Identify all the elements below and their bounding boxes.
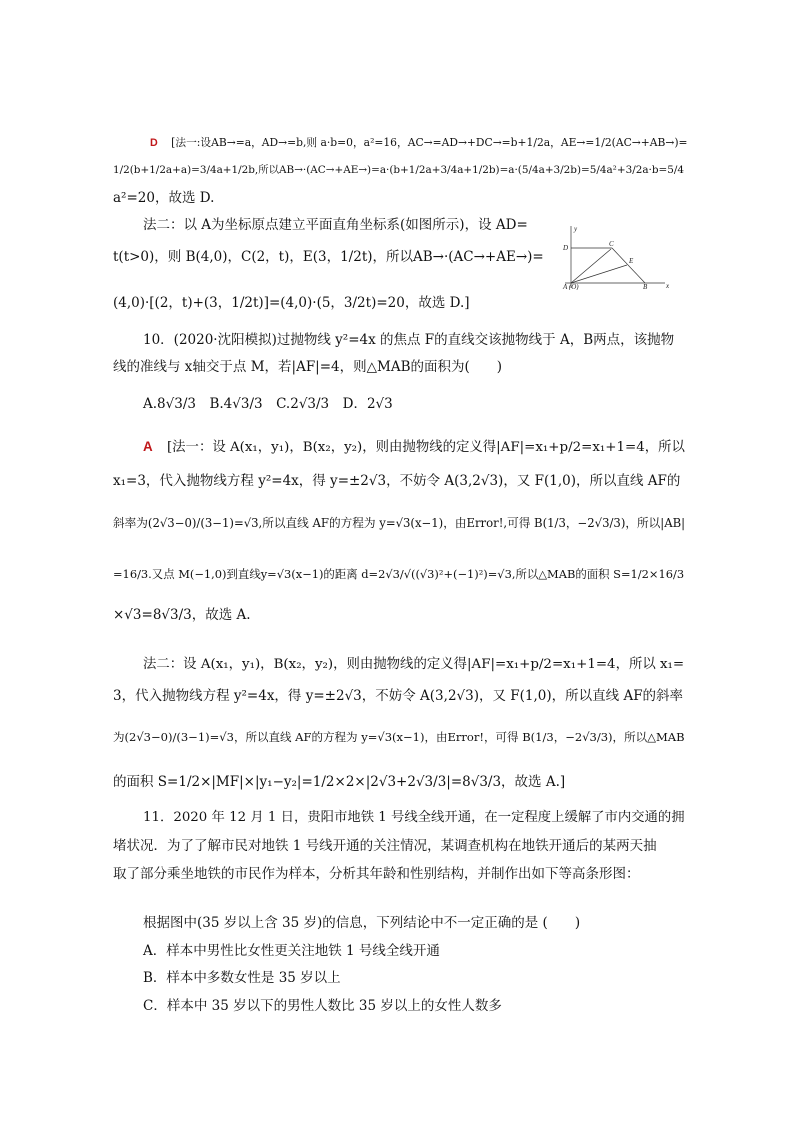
q10-sol1-line-4: =16/3.又点 M(−1,0)到直线y=√3(x−1)的距离 d=2√3/√((√3)²+(−1)²)=√3,所以△MAB的面积 S=1/2×16/3 [113,567,685,581]
q10-sol2-line-3: 为(2√3−0)/(3−1)=√3，所以直线 AF的方程为 y=√3(x−1)，由Error!，可得 B(1/3，−2√3/3)，所以△MAB [113,730,685,744]
segment-cb [612,248,645,283]
q10-sol2-line-1: 法二：设 A(x₁，y₁)，B(x₂，y₂)，则由抛物线的定义得|AF|=x₁+p/2=x₁+1=4，所以 x₁= [143,657,685,672]
q9-line-6: (4,0)·[(2，t)+(3，1/2t)]=(4,0)·(5，3/2t)=20，故选 D.] [113,295,470,311]
q11-question: 根据图中(35 岁以上含 35 岁)的信息，下列结论中不一定正确的是 ( ) [143,915,581,931]
q10-sol2-line-2: 3，代入抛物线方程 y²=4x，得 y=±2√3，不妨令 A(3,2√3)，又 F(1,0)，所以直线 AF的斜率 [113,688,684,704]
q9-line-5: t(t>0)，则 B(4,0)，C(2，t)，E(3，1/2t)，所以AB→·(AC→+AE→)= [113,249,544,265]
coordinate-diagram [553,222,673,290]
q11-stem-3: 取了部分乘坐地铁的市民作为样本，分析其年龄和性别结构，并制作出如下等高条形图： [113,866,640,882]
q11-option-c: C．样本中 35 岁以下的男性人数比 35 岁以上的女性人数多 [143,998,502,1014]
q11-option-b: B．样本中多数女性是 35 岁以上 [143,970,341,986]
q10-sol1-line-2: x₁=3，代入抛物线方程 y²=4x，得 y=±2√3，不妨令 A(3,2√3)，又 F(1,0)，所以直线 AF的 [113,473,681,489]
q10-sol1-line-5: ×√3=8√3/3，故选 A. [113,607,251,623]
label-d: D [563,244,569,252]
q9-line-3: a²=20，故选 D. [113,190,215,206]
q11-stem-2: 堵状况．为了了解市民对地铁 1 号线开通的关注情况，某调查机构在地铁开通后的某两天抽 [113,838,657,854]
label-b: B [643,283,648,290]
vector-ac [571,249,611,283]
label-y: y [574,225,578,233]
q9-line-2: 1/2(b+1/2a+a)=3/4a+1/2b,所以AB→·(AC→+AE→)=a·(b+1/2a+3/4a+1/2b)=a·(5/4a+3/2b)=5/4a²+3/2a·b=5/4 [113,164,684,176]
q10-sol1-line-1-text: [法一：设 A(x₁，y₁)，B(x₂，y₂)，则由抛物线的定义得|AF|=x₁+p/2=x₁+1=4，所以 [166,440,685,455]
q10-sol2-line-4: 的面积 S=1/2×|MF|×|y₁−y₂|=1/2×2×|2√3+2√3/3|=8√3/3，故选 A.] [113,774,566,790]
q10-sol1-line-1 [143,437,685,458]
label-c: C [609,240,614,248]
q10-stem-1: 10．(2020·沈阳模拟)过抛物线 y²=4x 的焦点 F的直线交该抛物线于 A，B两点，该抛物 [143,332,675,348]
q9-line-4: 法二：以 A为坐标原点建立平面直角坐标系(如图所示)，设 AD= [143,217,528,233]
q11-stem-1: 11．2020 年 12 月 1 日，贵阳市地铁 1 号线全线开通，在一定程度上缓解了市内交通的拥 [143,810,685,825]
vector-ae [571,265,627,283]
q10-sol1-line-3: 斜率为(2√3−0)/(3−1)=√3,所以直线 AF的方程为 y=√3(x−1)，由Error!,可得 B(1/3，−2√3/3)，所以|AB| [113,516,686,530]
label-e: E [629,257,634,265]
q9-answer-letter: D [150,137,158,149]
q9-line-1-text: [法一:设AB→=a，AD→=b,则 a·b=0，a²=16，AC→=AD→+DC→=b+1/2a，AE→=1/2(AC→+AB→)= [171,136,688,149]
q10-options: A.8√3/3 B.4√3/3 C.2√3/3 D．2√3 [143,396,393,412]
q10-answer-letter: A [143,439,153,454]
q11-option-a: A．样本中男性比女性更关注地铁 1 号线全线开通 [143,943,440,959]
label-x: x [666,282,670,290]
q9-line-1 [150,133,688,153]
label-a-origin: A (O) [563,283,579,290]
q10-stem-2: 线的准线与 x轴交于点 M，若|AF|=4，则△MAB的面积为( ) [113,359,503,375]
